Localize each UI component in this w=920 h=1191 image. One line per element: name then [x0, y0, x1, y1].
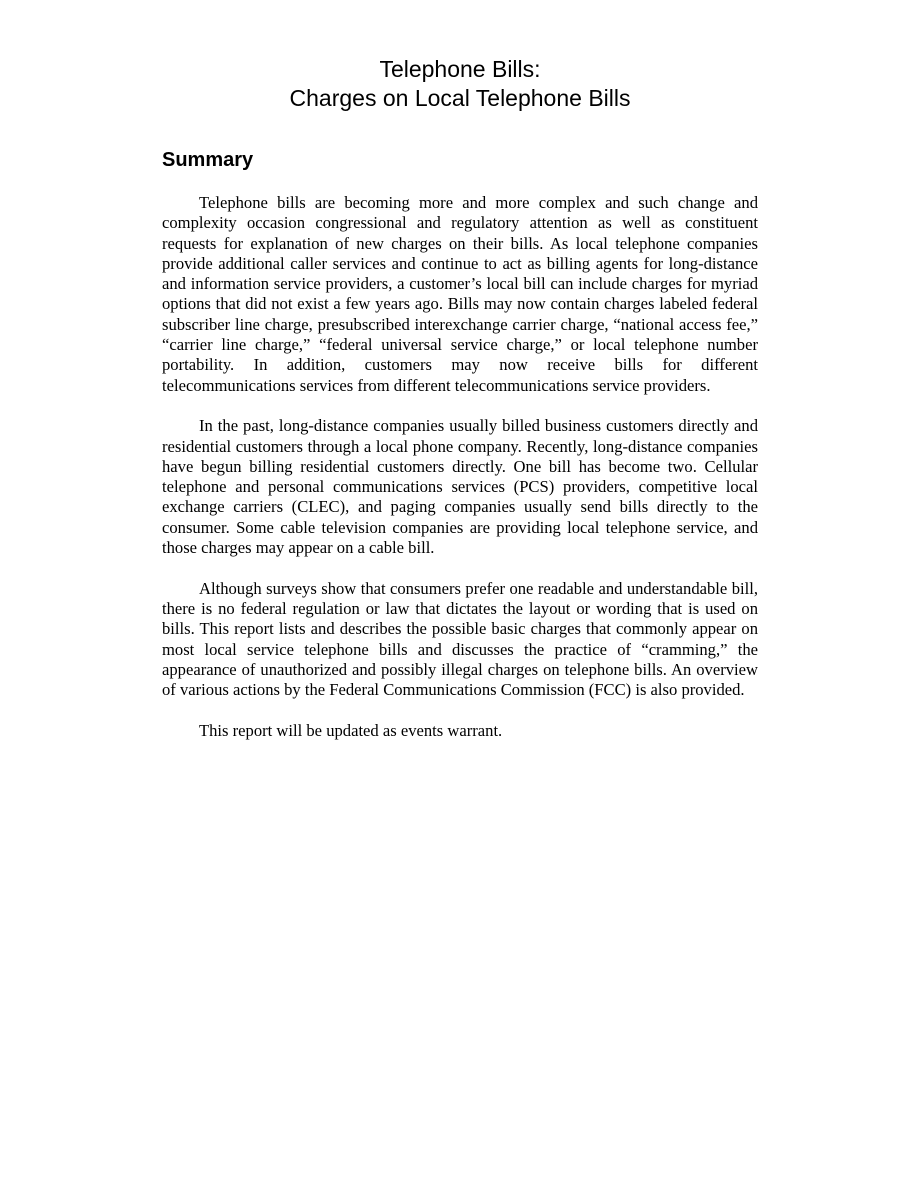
summary-body	[162, 193, 758, 761]
paragraph-4: This report will be updated as events warrant.	[199, 720, 503, 740]
title-line-2: Charges on Local Telephone Bills	[289, 85, 631, 111]
paragraph-2: In the past, long-distance companies usually billed business customers directly and residential customers through a local phone company. Recently, long-distance companies have begun billing residential customers directly. One bill has become two. Cellular telephone and personal communications services (PCS) providers, competitive local exchange carriers (CLEC), and paging companies usually send bills directly to the consumer. Some cable television companies are providing local telephone service, and those charges may appear on a cable bill.	[162, 416, 758, 558]
section-heading-summary: Summary	[162, 149, 254, 171]
paragraph-1: Telephone bills are becoming more and more complex and such change and complexity occasion congressional and regulatory attention as well as constituent requests for explanation of new charges on their bills. As local telephone companies provide additional caller services and continue to act as billing agents for long-distance and information service providers, a customer’s local bill can include charges for myriad options that did not exist a few years ago. Bills may now contain charges labeled federal subscriber line charge, presubscribed interexchange carrier charge, “national access fee,” “carrier line charge,” “federal universal service charge,” or local telephone number portability. In addition, customers may now receive bills for different telecommunications services from different telecommunications service providers.	[162, 193, 758, 395]
paragraph-3: Although surveys show that consumers prefer one readable and understandable bill, there is no federal regulation or law that dictates the layout or wording that is used on bills. This report lists and describes the possible basic charges that commonly appear on most local service telephone bills and discusses the practice of “cramming,” the appearance of unauthorized and possibly illegal charges on telephone bills. An overview of various actions by the Federal Communications Commission (FCC) is also provided.	[162, 578, 758, 700]
document-title	[0, 55, 920, 113]
title-line-1: Telephone Bills:	[379, 56, 541, 82]
